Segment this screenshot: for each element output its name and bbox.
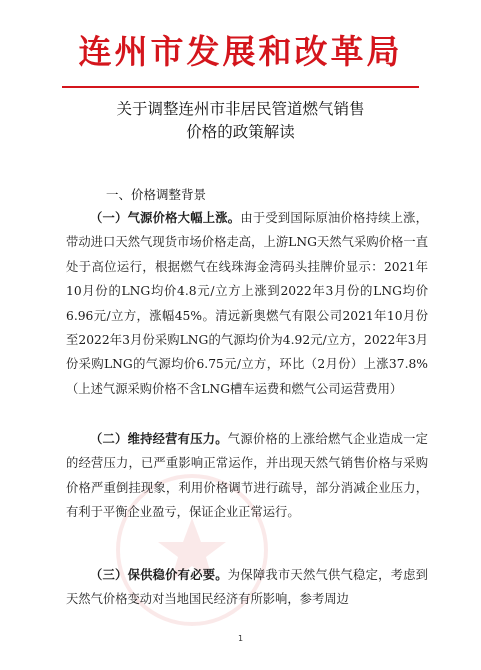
paragraph-body: 由于受到国际原油价格持续上涨，带动进口天然气现货市场价格走高，上游LNG天然气采购价格一直处于高位运行，根据燃气在线珠海金湾码头挂牌价显示：2021年10月份的LNG均价4.8元/立方上涨到2022年3月份的LNG均价6.96元/立方，涨幅45%。清远新奥燃气有限公司2021年10月份至2022年3月份采购LNG的气源均价为4.92元/立方，2022年3月份采购LNG的气源均价6.75元/立方，环比（2月份）上涨37.8%（上述气源采购价格不含LNG槽车运费和燃气公司运营费用） <box>66 211 428 396</box>
paragraph-lead: （三）保供稳价有必要。 <box>90 568 228 582</box>
paragraph-lead: （一）气源价格大幅上涨。 <box>90 211 241 225</box>
document-title-line-1: 关于调整连州市非居民管道燃气销售 <box>116 100 365 118</box>
page-number: 1 <box>237 634 244 643</box>
paragraph-body: 气源价格的上涨给燃气企业造成一定的经营压力，已严重影响正常运作，并出现天然气销售价格与采购价格严重倒挂现象，利用价格调节进行疏导，部分消减企业压力，有利于平衡企业盈亏，保证企业正常运行。 <box>66 432 428 520</box>
document-title <box>0 98 481 144</box>
section-heading: 一、价格调整背景 <box>106 187 207 202</box>
paragraph-operating-pressure <box>66 427 428 525</box>
paragraph-supply-stability <box>66 563 428 612</box>
paragraph-lead: （二）维持经营有压力。 <box>90 432 228 446</box>
paragraph-body: 为保障我市天然气供气稳定，考虑到天然气价格变动对当地国民经济有所影响，参考周边 <box>66 568 428 607</box>
organization-title: 连州市发展和改革局 <box>78 32 403 71</box>
red-divider-line <box>62 86 419 88</box>
document-title-line-2: 价格的政策解读 <box>186 123 295 141</box>
paragraph-gas-source-price <box>66 206 428 401</box>
